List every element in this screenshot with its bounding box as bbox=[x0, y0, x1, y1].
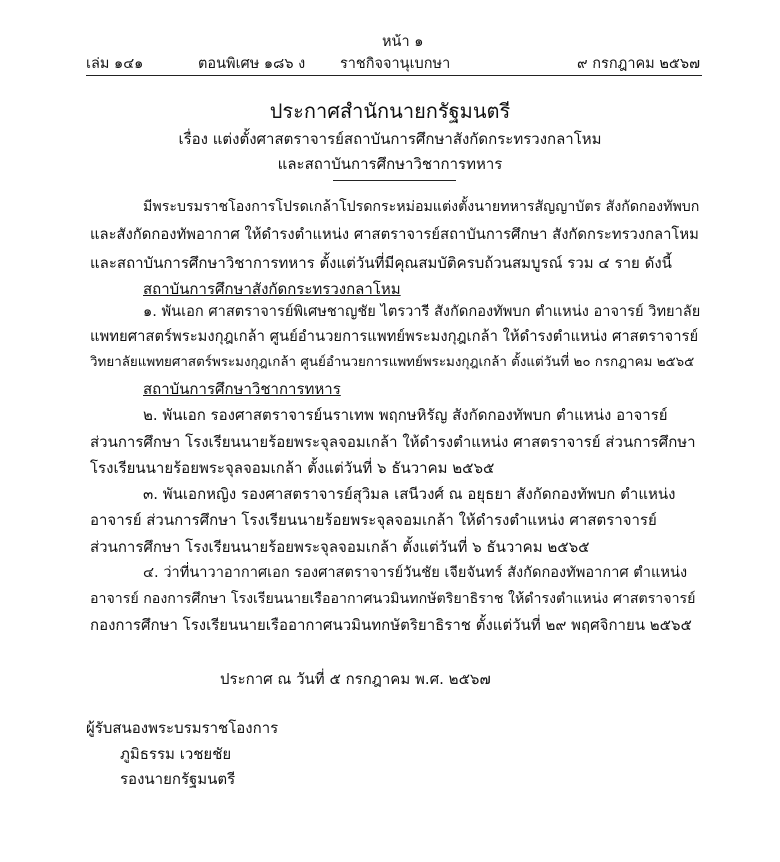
intro-line-2: และสังกัดกองทัพอากาศ ให้ดำรงตำแหน่ง ศาสตราจารย์สถาบันการศึกษา สังกัดกระทรวงกลาโหม bbox=[90, 226, 699, 243]
section-heading-defense: สถาบันการศึกษาสังกัดกระทรวงกลาโหม bbox=[143, 280, 401, 298]
signatory-position: รองนายกรัฐมนตรี bbox=[120, 770, 236, 788]
gazette-name: ราชกิจจานุเบกษา bbox=[340, 56, 451, 72]
item-4-line-1: ๔. ว่าที่นาวาอากาศเอก รองศาสตราจารย์วันชัย เจียจันทร์ สังกัดกองทัพอากาศ ตำแหน่ง bbox=[143, 564, 688, 581]
item-3-line-3: ส่วนการศึกษา โรงเรียนนายร้อยพระจุลจอมเกล้า ตั้งแต่วันที่ ๖ ธันวาคม ๒๕๖๕ bbox=[90, 538, 590, 556]
item-1-line-3: วิทยาลัยแพทยศาสตร์พระมงกุฎเกล้า ศูนย์อำนวยการแพทย์พระมงกุฎเกล้า ตั้งแต่วันที่ ๒๐ กรกฎาคม ๒๕๖๕ bbox=[90, 355, 695, 370]
item-3-line-2: อาจารย์ ส่วนการศึกษา โรงเรียนนายร้อยพระจุลจอมเกล้า ให้ดำรงตำแหน่ง ศาสตราจารย์ bbox=[90, 511, 657, 529]
item-1-line-2: แพทยศาสตร์พระมงกุฎเกล้า ศูนย์อำนวยการแพทย์พระมงกุฎเกล้า ให้ดำรงตำแหน่ง ศาสตราจารย์ bbox=[90, 328, 699, 345]
item-2-line-2: ส่วนการศึกษา โรงเรียนนายร้อยพระจุลจอมเกล้า ให้ดำรงตำแหน่ง ศาสตราจารย์ ส่วนการศึกษา bbox=[90, 433, 696, 451]
title-divider bbox=[333, 180, 456, 181]
announcement-title: ประกาศสำนักนายกรัฐมนตรี bbox=[269, 99, 511, 123]
item-4-line-3: กองการศึกษา โรงเรียนนายเรืออากาศนวมินทกษัตริยาธิราช ตั้งแต่วันที่ ๒๙ พฤศจิกายน ๒๕๖๕ bbox=[90, 616, 692, 634]
countersign-label: ผู้รับสนองพระบรมราชโองการ bbox=[86, 719, 279, 737]
issue-date: ๙ กรกฎาคม ๒๕๖๗ bbox=[577, 56, 700, 72]
item-4-line-2: อาจารย์ กองการศึกษา โรงเรียนนายเรืออากาศนวมินทกษัตริยาธิราช ให้ดำรงตำแหน่ง ศาสตราจารย์ bbox=[90, 591, 696, 607]
item-1-line-1: ๑. พันเอก ศาสตราจารย์พิเศษชาญชัย ไตรวารี สังกัดกองทัพบก ตำแหน่ง อาจารย์ วิทยาลัย bbox=[143, 303, 701, 320]
subject-line-1: เรื่อง แต่งตั้งศาสตราจารย์สถาบันการศึกษาสังกัดกระทรวงกลาโหม bbox=[178, 130, 602, 148]
volume-number: เล่ม ๑๔๑ bbox=[86, 56, 144, 72]
section-heading-military: สถาบันการศึกษาวิชาการทหาร bbox=[143, 380, 341, 398]
intro-line-1: มีพระบรมราชโองการโปรดเกล้าโปรดกระหม่อมแต่งตั้งนายทหารสัญญาบัตร สังกัดกองทัพบก bbox=[143, 199, 700, 215]
special-issue: ตอนพิเศษ ๑๘๖ ง bbox=[198, 56, 306, 72]
item-2-line-1: ๒. พันเอก รองศาสตราจารย์นราเทพ พฤกษหิรัญ สังกัดกองทัพบก ตำแหน่ง อาจารย์ bbox=[143, 406, 668, 424]
announcement-date: ประกาศ ณ วันที่ ๕ กรกฎาคม พ.ศ. ๒๕๖๗ bbox=[220, 670, 491, 688]
header-divider bbox=[86, 75, 702, 76]
intro-line-3: และสถาบันการศึกษาวิชาการทหาร ตั้งแต่วันที่มีคุณสมบัติครบถ้วนสมบูรณ์ รวม ๔ ราย ดังนี้ bbox=[90, 254, 672, 272]
page-number: หน้า ๑ bbox=[382, 34, 424, 50]
item-2-line-3: โรงเรียนนายร้อยพระจุลจอมเกล้า ตั้งแต่วันที่ ๖ ธันวาคม ๒๕๖๕ bbox=[90, 459, 495, 477]
subject-line-2: และสถาบันการศึกษาวิชาการทหาร bbox=[277, 155, 503, 173]
signatory-name: ภูมิธรรม เวชยชัย bbox=[120, 745, 232, 763]
item-3-line-1: ๓. พันเอกหญิง รองศาสตราจารย์สุวิมล เสนีวงศ์ ณ อยุธยา สังกัดกองทัพบก ตำแหน่ง bbox=[143, 485, 676, 503]
